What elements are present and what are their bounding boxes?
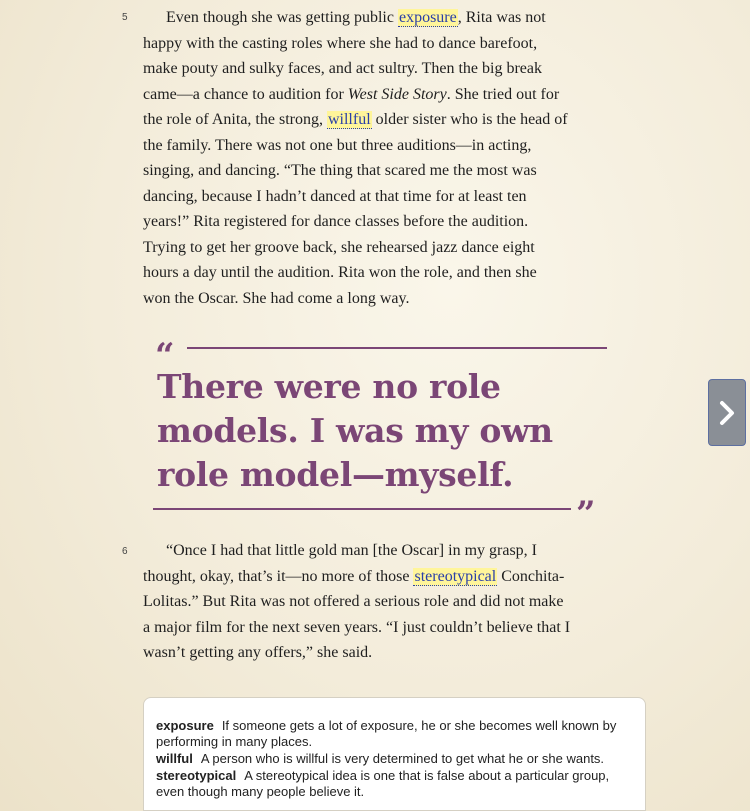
glossary-definition: A person who is willful is very determined to get what he or she wants. <box>200 751 605 766</box>
glossary-entry <box>156 768 633 800</box>
vocab-word-willful[interactable]: willful <box>327 111 371 128</box>
glossary-term: exposure <box>156 718 214 733</box>
glossary-term: stereotypical <box>156 768 237 783</box>
glossary-definition: A stereotypical idea is one that is false about a particular group, even though many people believe it. <box>156 768 610 799</box>
glossary-entry <box>156 718 633 750</box>
chevron-right-icon <box>718 400 736 426</box>
pull-quote-text: There were no role models. I was my own role model—myself. <box>157 367 553 494</box>
quote-bottom-rule <box>153 508 571 510</box>
glossary-term: willful <box>156 751 193 766</box>
vocab-word-stereotypical[interactable]: stereotypical <box>414 567 497 585</box>
close-quote-mark: ” <box>576 494 596 534</box>
paragraph-6: “Once I had that little gold man [the Oscar] in my grasp, I thought, okay, that’s it—no more of those stereotypical Conchita- Lolitas.” But Rita was not offered a serious role and did not make a major film for the next seven years. “I just couldn’t believe that I wasn’t getting any offers,” she said. <box>143 542 571 661</box>
paragraph-5: Even though she was getting public exposure, Rita was not happy with the casting roles where she had to dance barefoot, make pouty and sulky faces, and act sultry. Then the big break came—a chance to audition for West Side Story. She tried out for the role of Anita, the strong, willful older sister who is the head of the family. There was not one but three auditions—in acting, singing, and dancing. “The thing that scared me the most was dancing, because I hadn’t danced at that time for at least ten years!” Rita registered for dance classes before the audition. Trying to get her groove back, she rehearsed jazz dance eight hours a day until the audition. Rita won the role, and then she won the Oscar. She had come a long way. <box>143 9 568 307</box>
glossary-definition: If someone gets a lot of exposure, he or she becomes well known by performing in many places. <box>156 718 617 749</box>
vocab-word-exposure[interactable]: exposure <box>398 9 457 26</box>
paragraph-number: 6 <box>122 546 128 557</box>
quote-top-rule <box>187 347 607 349</box>
film-title: West Side Story <box>347 85 447 103</box>
pull-quote <box>153 336 609 534</box>
paragraph-number: 5 <box>122 12 128 23</box>
glossary-box <box>143 697 646 811</box>
glossary-entry <box>156 751 633 767</box>
open-quote-mark: “ <box>155 336 175 376</box>
next-page-button[interactable] <box>708 379 746 446</box>
